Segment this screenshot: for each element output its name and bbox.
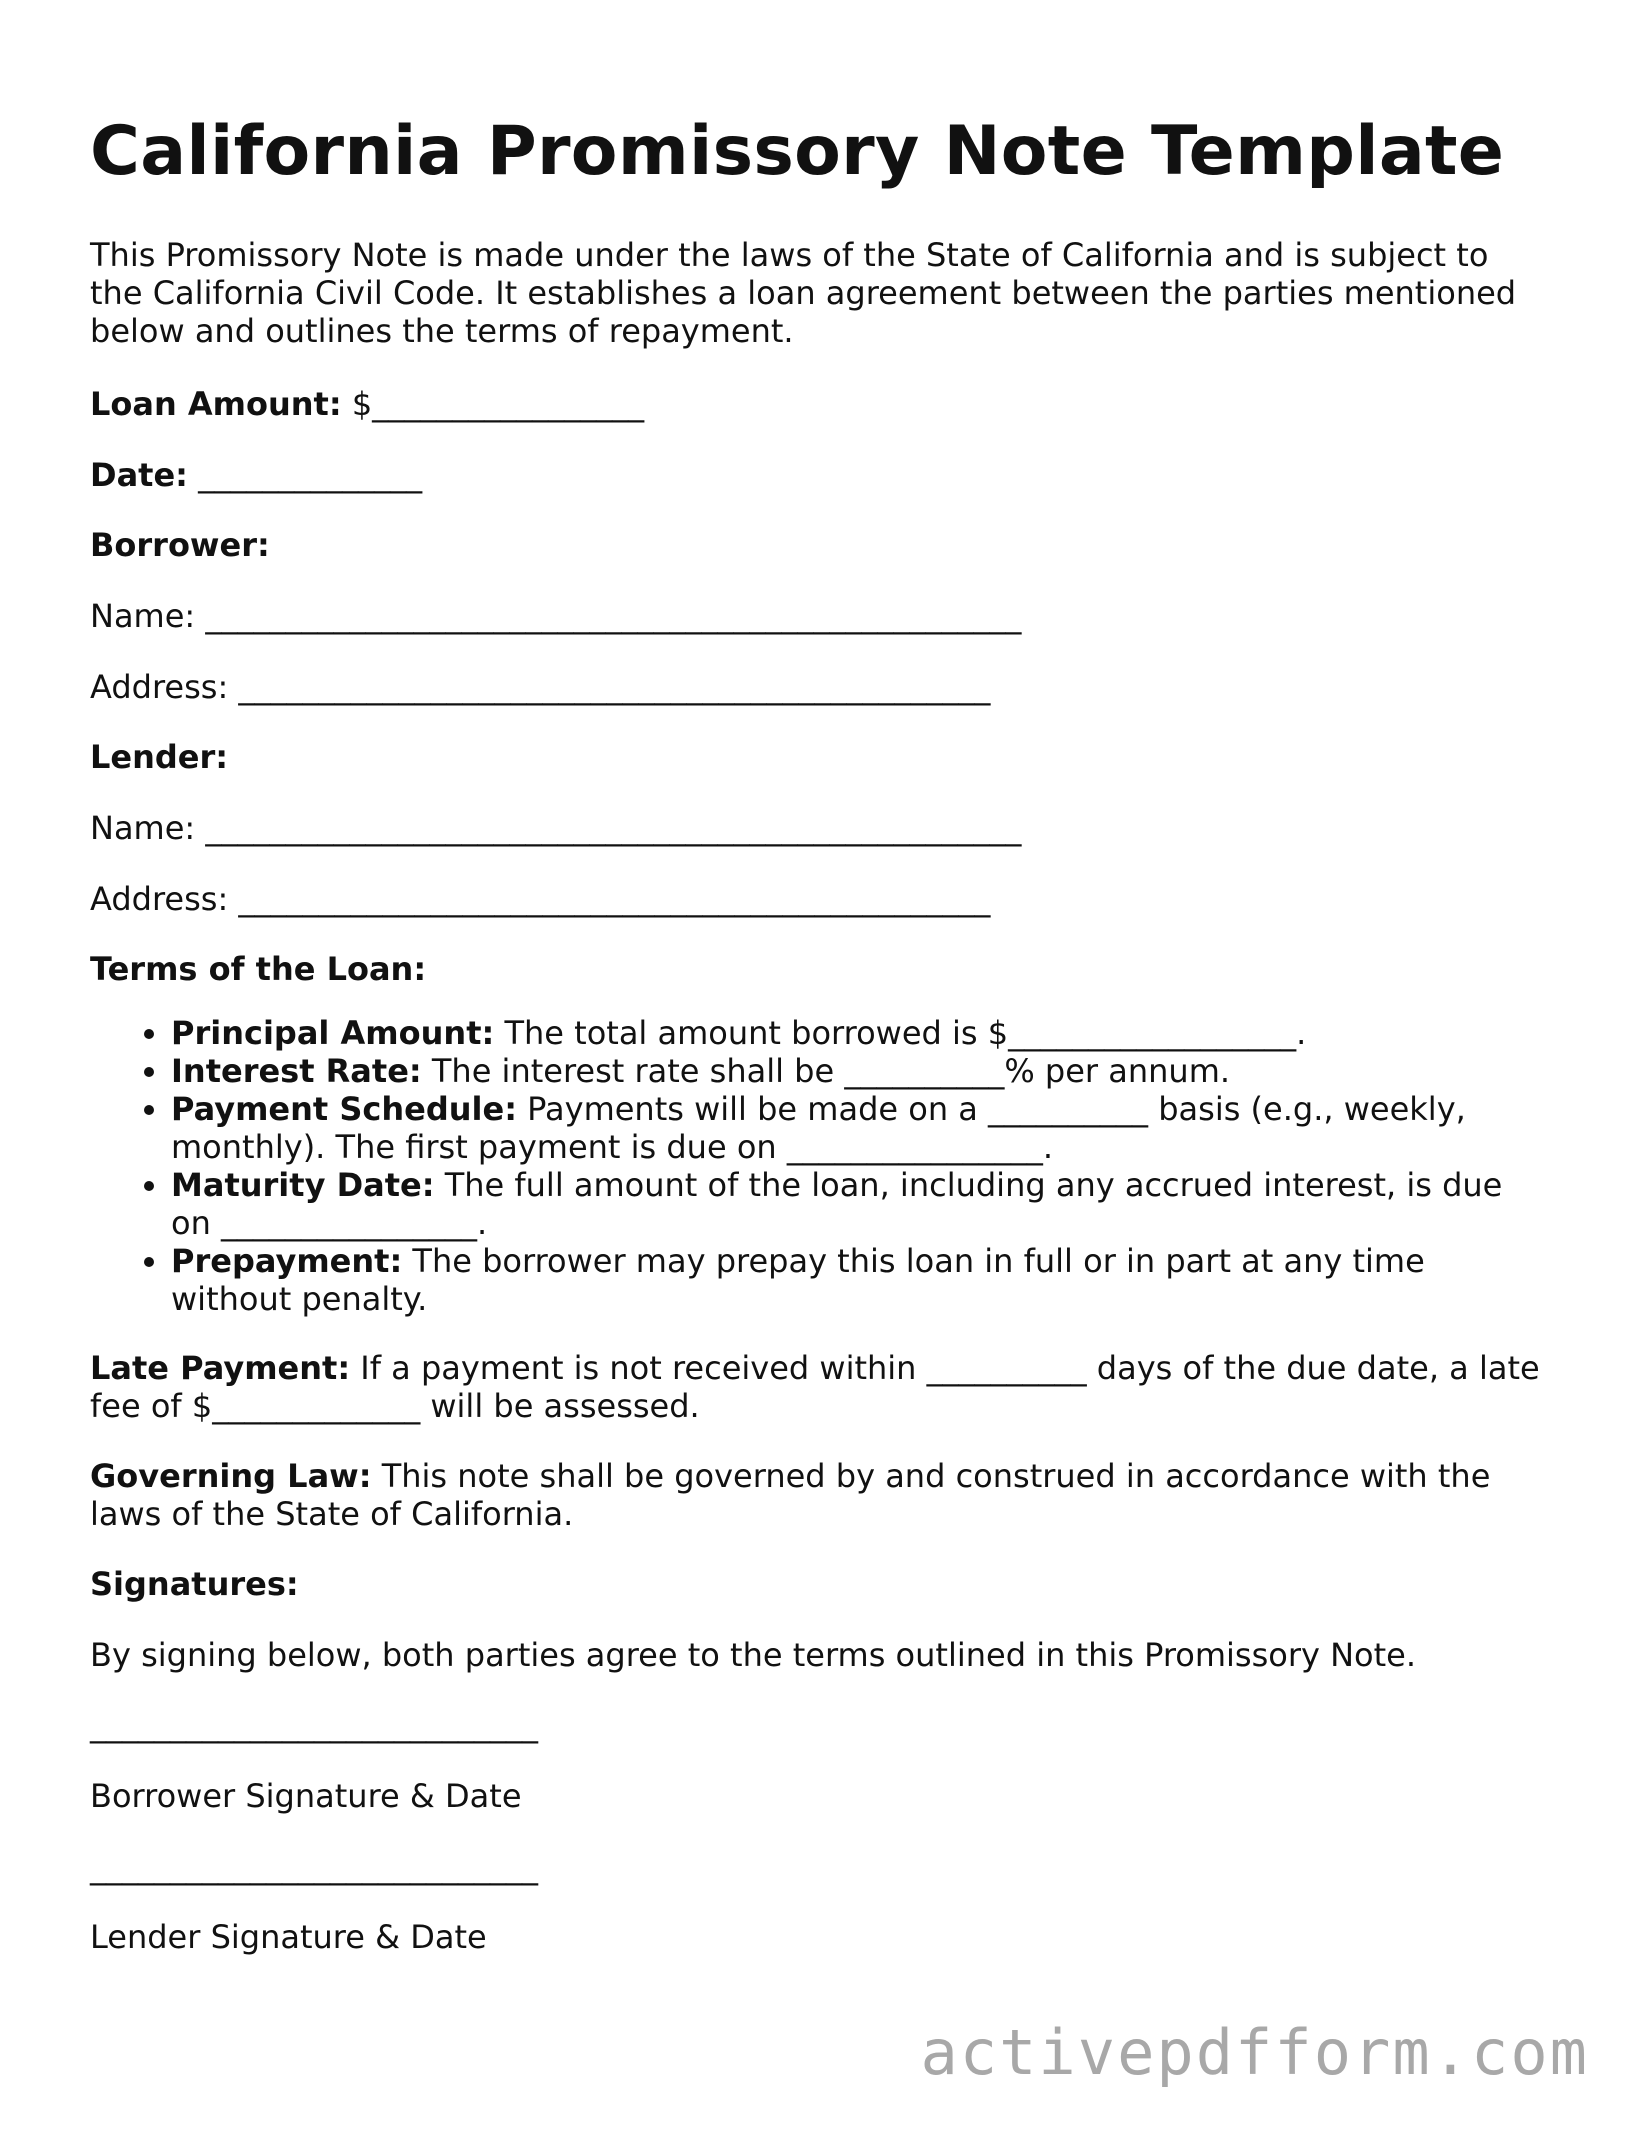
signatures-heading-text: Signatures: <box>90 1565 299 1603</box>
signatures-statement: By signing below, both parties agree to the terms outlined in this Promissory Note. <box>90 1636 1417 1674</box>
borrower-heading-text: Borrower: <box>90 526 270 564</box>
borrower-name-field[interactable]: Name: ___________________________________________________ <box>90 597 1022 635</box>
term-label: Maturity Date: <box>171 1166 435 1204</box>
terms-heading <box>90 950 426 988</box>
borrower-address-field[interactable]: Address: _______________________________________________ <box>90 668 991 706</box>
term-label: Prepayment: <box>171 1242 403 1280</box>
loan-amount-label: Loan Amount: <box>90 385 342 423</box>
term-label: Payment Schedule: <box>171 1090 517 1128</box>
term-text: The full amount of the loan, including any accrued interest, is due <box>434 1166 1503 1204</box>
term-label: Interest Rate: <box>171 1052 422 1090</box>
watermark: activepdfform.com <box>920 2016 1589 2089</box>
list-item <box>171 1052 1611 1090</box>
list-item <box>171 1166 1611 1242</box>
list-item <box>171 1014 1611 1052</box>
late-payment-label: Late Payment: <box>90 1349 351 1387</box>
intro-line: This Promissory Note is made under the laws of the State of California and is subject to <box>90 236 1489 274</box>
borrower-heading <box>90 526 270 564</box>
governing-law-text: This note shall be governed by and construed in accordance with the <box>371 1457 1491 1495</box>
borrower-signature-line[interactable]: ____________________________ <box>90 1706 538 1744</box>
borrower-signature-caption: Borrower Signature & Date <box>90 1777 522 1815</box>
date-field[interactable] <box>90 456 422 494</box>
signatures-heading <box>90 1565 299 1603</box>
term-text-continued: monthly). The first payment is due on ________________. <box>171 1128 1054 1166</box>
lender-heading-text: Lender: <box>90 738 229 776</box>
date-blank[interactable]: ______________ <box>187 456 423 494</box>
lender-name-field[interactable]: Name: ___________________________________________________ <box>90 809 1022 847</box>
document-title: California Promissory Note Template <box>90 112 1505 191</box>
term-text: Payments will be made on a __________ basis (e.g., weekly, <box>516 1090 1466 1128</box>
terms-list <box>90 1014 1611 1318</box>
loan-amount-field[interactable] <box>90 385 644 423</box>
term-text-continued: without penalty. <box>171 1280 428 1318</box>
governing-law-label: Governing Law: <box>90 1457 372 1495</box>
term-text: The borrower may prepay this loan in full or in part at any time <box>402 1242 1425 1280</box>
governing-law-paragraph <box>90 1457 1490 1533</box>
intro-line: below and outlines the terms of repayment. <box>90 312 794 350</box>
late-payment-paragraph <box>90 1349 1540 1425</box>
term-text: The total amount borrowed is $__________________. <box>494 1014 1307 1052</box>
term-label: Principal Amount: <box>171 1014 495 1052</box>
governing-law-text-continued: laws of the State of California. <box>90 1495 574 1533</box>
lender-signature-caption: Lender Signature & Date <box>90 1918 487 1956</box>
lender-address-field[interactable]: Address: _______________________________________________ <box>90 880 991 918</box>
terms-heading-text: Terms of the Loan: <box>90 950 427 988</box>
intro-line: the California Civil Code. It establishes a loan agreement between the parties mentioned <box>90 274 1517 312</box>
date-label: Date: <box>90 456 188 494</box>
lender-signature-line[interactable]: ____________________________ <box>90 1848 538 1886</box>
list-item <box>171 1242 1611 1318</box>
loan-amount-blank[interactable]: $_________________ <box>341 385 645 423</box>
term-text-continued: on ________________. <box>171 1204 488 1242</box>
late-payment-text-continued: fee of $_____________ will be assessed. <box>90 1387 700 1425</box>
intro-paragraph <box>90 236 1570 350</box>
term-text: The interest rate shall be __________% per annum. <box>421 1052 1231 1090</box>
late-payment-text: If a payment is not received within __________ days of the due date, a late <box>350 1349 1540 1387</box>
lender-heading <box>90 738 228 776</box>
list-item <box>171 1090 1611 1166</box>
